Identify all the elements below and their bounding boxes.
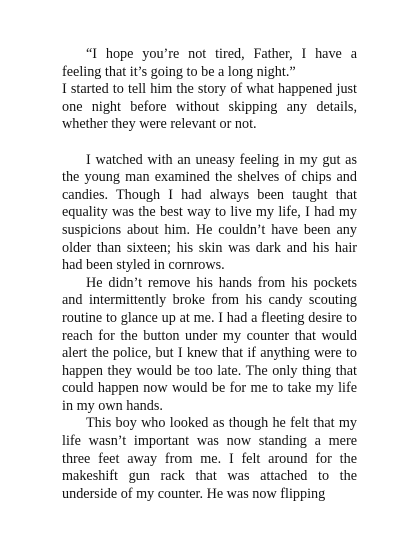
paragraph-narration-intro: I started to tell him the story of what happened just one night before without skipping any details, whether they were relevant or not. <box>62 81 357 133</box>
paragraph-young-man: I watched with an uneasy feeling in my gut as the young man examined the shelves of chips and candies. Though I had always been taught that equality was the best way to live my life, I had my suspicions about him. He couldn’t have been any older than sixteen; his skin was dark and his hair had been styled in cornrows. <box>62 151 357 274</box>
paragraph-dialogue: “I hope you’re not tired, Father, I have a feeling that it’s going to be a long night.” <box>62 46 357 80</box>
paragraph-gun-rack: This boy who looked as though he felt that my life wasn’t important was now standing a mere three feet away from me. I felt around for the makeshift gun rack that was attached to the underside of my counter. He was now flipping <box>62 415 357 502</box>
section-break <box>62 134 357 152</box>
paragraph-hands-in-pockets: He didn’t remove his hands from his pockets and intermittently broke from his candy scouting routine to glance up at me. I had a fleeting desire to reach for the button under my counter that would alert the police, but I knew that if anything were to happen they would be too late. The only thing that could happen now would be for me to take my life in my own hands. <box>62 274 357 414</box>
body-text <box>62 46 357 503</box>
